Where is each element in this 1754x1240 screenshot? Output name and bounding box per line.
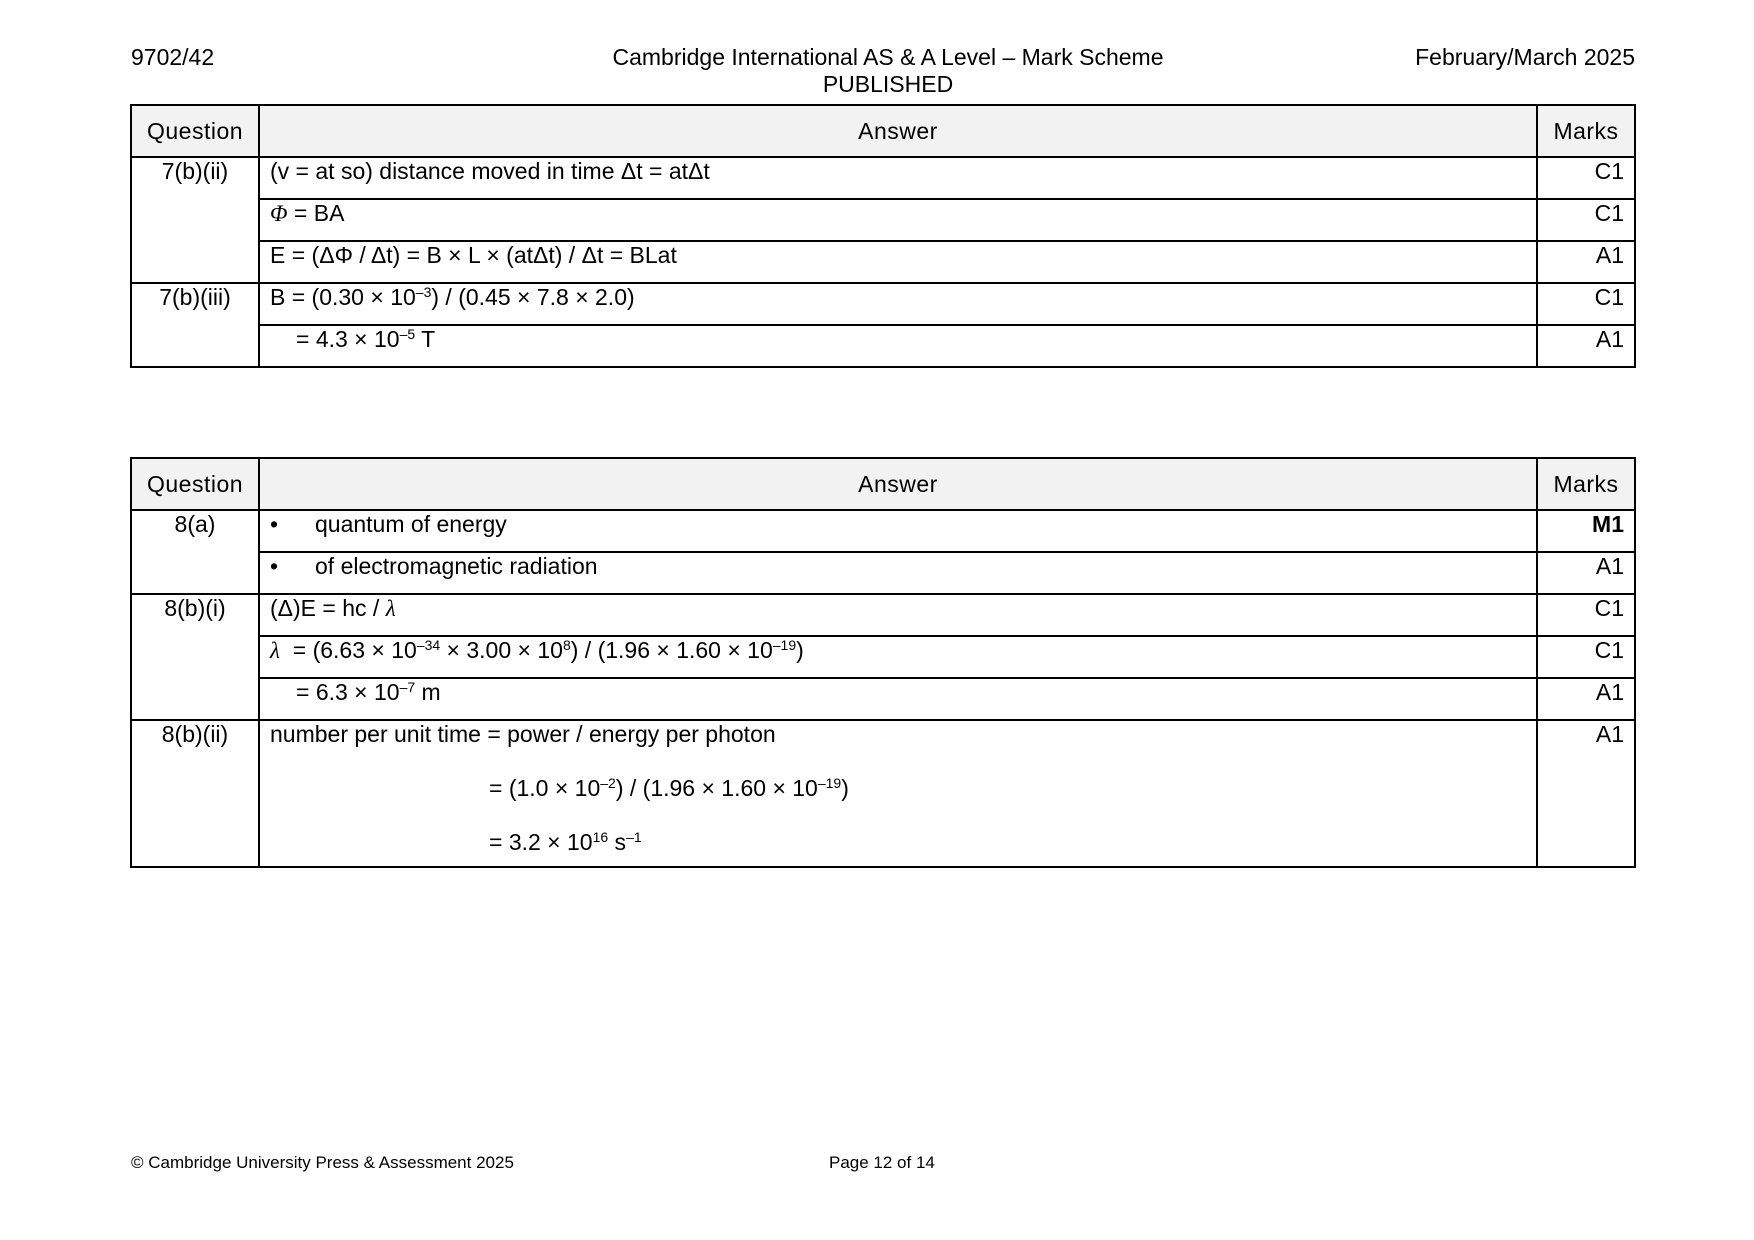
answer-text: (Δ)E = hc / [270, 595, 386, 621]
exponent: –34 [416, 637, 441, 653]
column-header-question: Question [131, 458, 259, 510]
answer-line [270, 829, 1526, 856]
mark-cell: C1 [1537, 199, 1635, 241]
flux-symbol: Φ [270, 201, 288, 226]
answer-cell [259, 678, 1537, 720]
answer-text: B = (0.30 × 10 [270, 284, 416, 310]
table-row [131, 199, 1635, 241]
mark-cell: A1 [1537, 325, 1635, 367]
header-subtitle: PUBLISHED [822, 71, 954, 97]
answer-text: T [415, 326, 436, 352]
answer-text: quantum of energy [315, 511, 507, 537]
mark-cell: C1 [1537, 636, 1635, 678]
mark-cell: A1 [1537, 552, 1635, 594]
column-header-marks: Marks [1537, 458, 1635, 510]
answer-cell [259, 636, 1537, 678]
mark-scheme-table-q8 [130, 457, 1636, 868]
question-number: 7(b)(iii) [131, 283, 259, 367]
table-row [131, 594, 1635, 636]
exponent: –19 [772, 637, 797, 653]
mark-cell: A1 [1537, 720, 1635, 867]
answer-cell [259, 199, 1537, 241]
exponent: –5 [399, 326, 416, 342]
answer-cell: (v = at so) distance moved in time Δt = atΔt [259, 157, 1537, 199]
answer-line [270, 775, 1526, 829]
question-number: 7(b)(ii) [131, 157, 259, 283]
answer-text: m [415, 679, 441, 705]
answer-cell [259, 720, 1537, 867]
table-row [131, 241, 1635, 283]
table-row [131, 678, 1635, 720]
table-row [131, 720, 1635, 867]
answer-cell [259, 552, 1537, 594]
mark-cell: A1 [1537, 678, 1635, 720]
column-header-answer: Answer [259, 105, 1537, 157]
column-header-answer: Answer [259, 458, 1537, 510]
exponent: –7 [399, 679, 416, 695]
bullet-point: • [270, 553, 279, 579]
answer-line: number per unit time = power / energy per photon [270, 721, 776, 747]
answer-text: = 4.3 × 10 [296, 326, 400, 352]
answer-text: = 6.3 × 10 [296, 679, 400, 705]
exponent: –1 [626, 829, 642, 845]
bullet-point: • [270, 511, 279, 537]
table-row [131, 283, 1635, 325]
answer-cell: E = (ΔΦ / Δt) = B × L × (atΔt) / Δt = BLat [259, 241, 1537, 283]
answer-text: × 3.00 × 10 [440, 637, 563, 663]
answer-text: of electromagnetic radiation [315, 553, 598, 579]
table-row [131, 325, 1635, 367]
question-number: 8(b)(i) [131, 594, 259, 720]
exponent: –19 [817, 775, 842, 791]
answer-text: = (6.63 × 10 [279, 637, 417, 663]
exam-session: February/March 2025 [1415, 44, 1635, 70]
answer-text: = (1.0 × 10 [489, 775, 601, 801]
table-row [131, 636, 1635, 678]
table-row [131, 157, 1635, 199]
exponent: –2 [600, 775, 616, 791]
question-number: 8(a) [131, 510, 259, 594]
answer-text: ) / (1.96 × 1.60 × 10 [615, 775, 818, 801]
header-title: Cambridge International AS & A Level – Mark Scheme [612, 44, 1164, 70]
table-header-row [131, 105, 1635, 157]
mark-cell: C1 [1537, 594, 1635, 636]
question-number: 8(b)(ii) [131, 720, 259, 867]
table-row [131, 552, 1635, 594]
mark-cell: C1 [1537, 283, 1635, 325]
mark-scheme-table-q7 [130, 104, 1636, 368]
table-row [131, 510, 1635, 552]
mark-cell: A1 [1537, 241, 1635, 283]
exponent: –3 [415, 284, 432, 300]
wavelength-symbol: λ [270, 638, 280, 663]
answer-cell [259, 283, 1537, 325]
answer-text: ) / (1.96 × 1.60 × 10 [570, 637, 773, 663]
wavelength-symbol: λ [385, 596, 396, 621]
column-header-marks: Marks [1537, 105, 1635, 157]
mark-cell: M1 [1537, 510, 1635, 552]
exponent: 8 [562, 637, 571, 653]
column-header-question: Question [131, 105, 259, 157]
answer-text: s [608, 829, 627, 855]
answer-text: = BA [287, 200, 345, 226]
answer-text: = 3.2 × 10 [489, 829, 593, 855]
paper-code: 9702/42 [131, 44, 215, 70]
answer-text: ) / (0.45 × 7.8 × 2.0) [431, 284, 635, 310]
answer-cell [259, 325, 1537, 367]
answer-cell [259, 510, 1537, 552]
answer-text: ) [796, 637, 804, 663]
answer-text: ) [841, 775, 849, 801]
copyright-notice: © Cambridge University Press & Assessment 2025 [131, 1153, 514, 1172]
exponent: 16 [592, 829, 609, 845]
table-header-row [131, 458, 1635, 510]
answer-cell [259, 594, 1537, 636]
mark-cell: C1 [1537, 157, 1635, 199]
page-number: Page 12 of 14 [829, 1153, 935, 1172]
